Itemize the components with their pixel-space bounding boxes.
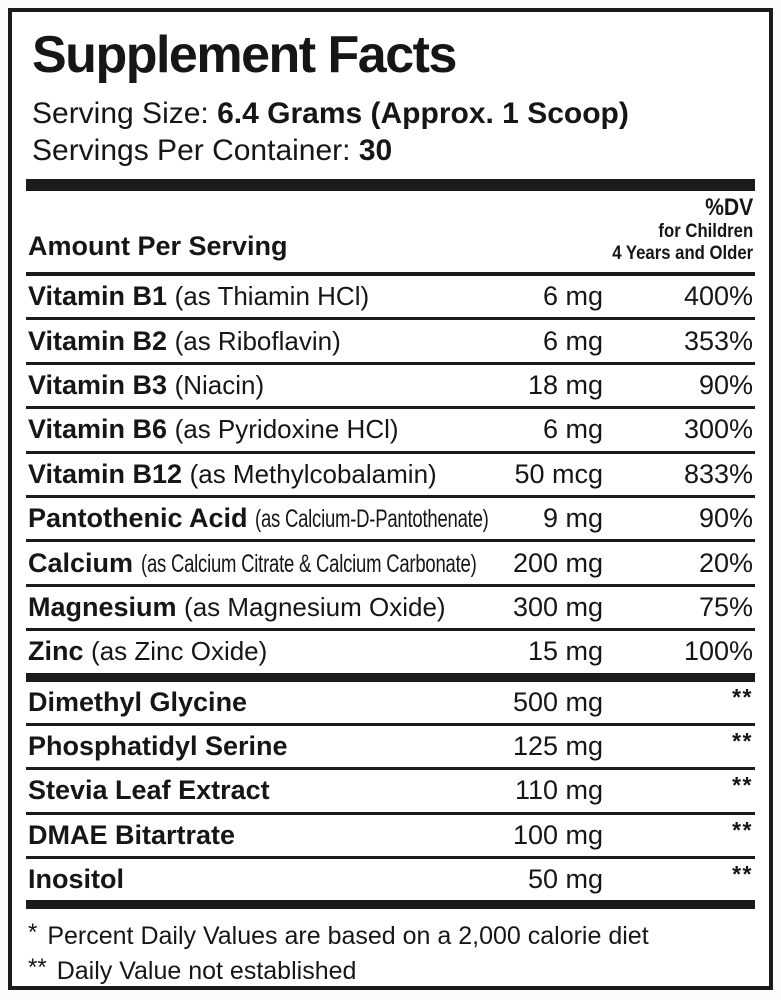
ingredient-amount: 200 mg bbox=[512, 547, 603, 578]
ingredient-amount: 9 mg bbox=[542, 503, 603, 534]
ingredient-name: Phosphatidyl Serine bbox=[28, 731, 288, 762]
divider-thick-bottom bbox=[26, 900, 755, 909]
ingredient-name: Zinc bbox=[28, 636, 84, 667]
table-row bbox=[26, 770, 755, 814]
ingredient-note: (as Zinc Oxide) bbox=[91, 636, 268, 667]
ingredient-name: Vitamin B2 bbox=[28, 325, 168, 356]
ingredient-amount: 6 mg bbox=[542, 281, 603, 312]
ingredient-amount: 300 mg bbox=[512, 591, 603, 622]
ingredient-note: (as Calcium Citrate & Calcium Carbonate) bbox=[140, 549, 477, 578]
ingredient-name: Stevia Leaf Extract bbox=[28, 775, 270, 806]
ingredient-amount: 100 mg bbox=[512, 819, 603, 850]
ingredient-amount: 125 mg bbox=[512, 731, 603, 762]
ingredient-note: (as Calcium-D-Pantothenate) bbox=[255, 505, 489, 534]
ingredient-dv: 90% bbox=[698, 503, 753, 534]
ingredient-amount: 6 mg bbox=[542, 325, 603, 356]
ingredient-amount: 110 mg bbox=[514, 775, 603, 806]
table-row bbox=[26, 498, 755, 542]
dv-header-line2: for Children bbox=[658, 221, 753, 243]
dv-header-line1: %DV bbox=[704, 193, 753, 221]
ingredient-note: (as Thiamin HCl) bbox=[174, 281, 370, 312]
ingredient-note: (as Methylcobalamin) bbox=[189, 458, 437, 489]
ingredient-name: Pantothenic Acid bbox=[28, 503, 248, 534]
table-row bbox=[26, 409, 755, 453]
dv-header-line3: 4 Years and Older bbox=[612, 242, 753, 264]
table-row bbox=[26, 682, 755, 726]
ingredient-table-group-blend bbox=[26, 682, 755, 901]
ingredient-name: Vitamin B12 bbox=[28, 458, 183, 489]
ingredient-dv: ** bbox=[732, 683, 753, 710]
ingredient-note: (as Riboflavin) bbox=[174, 325, 341, 356]
table-row bbox=[26, 631, 755, 672]
ingredient-dv: ** bbox=[732, 861, 753, 888]
ingredient-dv: 90% bbox=[698, 369, 753, 400]
footnote-not-established bbox=[28, 954, 753, 989]
amount-per-serving-header: Amount Per Serving bbox=[28, 231, 288, 261]
ingredient-name: Vitamin B3 bbox=[28, 369, 168, 400]
footnote-marker: ** bbox=[28, 954, 47, 982]
ingredient-dv: 75% bbox=[698, 591, 753, 622]
daily-value-header bbox=[612, 195, 753, 264]
ingredient-note: (Niacin) bbox=[174, 369, 265, 400]
table-row bbox=[26, 726, 755, 770]
serving-info bbox=[32, 95, 755, 169]
ingredient-dv: ** bbox=[732, 728, 753, 755]
ingredient-amount: 6 mg bbox=[542, 414, 603, 445]
ingredient-note: (as Magnesium Oxide) bbox=[184, 591, 446, 622]
footnote-dv-basis bbox=[28, 919, 753, 954]
ingredient-dv: 300% bbox=[683, 414, 753, 445]
ingredient-dv: 400% bbox=[683, 281, 753, 312]
serving-size-line bbox=[32, 95, 755, 132]
ingredient-amount: 15 mg bbox=[527, 636, 603, 667]
ingredient-name: Dimethyl Glycine bbox=[28, 686, 248, 717]
ingredient-amount: 50 mcg bbox=[514, 458, 603, 489]
ingredient-name: Magnesium bbox=[28, 591, 177, 622]
ingredient-dv: ** bbox=[732, 772, 753, 799]
ingredient-name: DMAE Bitartrate bbox=[28, 819, 236, 850]
footnotes bbox=[26, 909, 755, 989]
servings-value: 30 bbox=[358, 133, 393, 167]
ingredient-name: Vitamin B6 bbox=[28, 414, 168, 445]
table-row bbox=[26, 859, 755, 900]
table-row bbox=[26, 276, 755, 320]
servings-label: Servings Per Container: bbox=[32, 133, 359, 167]
ingredient-amount: 500 mg bbox=[512, 686, 603, 717]
servings-per-container-line bbox=[32, 132, 755, 169]
ingredient-table-group-vitamins bbox=[26, 276, 755, 673]
table-row bbox=[26, 320, 755, 364]
footnote-text: Daily Value not established bbox=[56, 957, 357, 986]
divider-thick-top bbox=[26, 179, 755, 191]
ingredient-dv: 100% bbox=[683, 636, 753, 667]
ingredient-name: Calcium bbox=[28, 547, 134, 578]
ingredient-name: Vitamin B1 bbox=[28, 281, 168, 312]
serving-size-label: Serving Size: bbox=[32, 96, 218, 130]
divider-thick-middle bbox=[26, 673, 755, 682]
table-row bbox=[26, 587, 755, 631]
ingredient-dv: 833% bbox=[683, 458, 753, 489]
serving-size-value: 6.4 Grams (Approx. 1 Scoop) bbox=[217, 96, 629, 130]
ingredient-dv: 353% bbox=[683, 325, 753, 356]
ingredient-dv: ** bbox=[732, 816, 753, 843]
table-row bbox=[26, 542, 755, 586]
ingredient-amount: 18 mg bbox=[527, 369, 603, 400]
ingredient-amount: 50 mg bbox=[527, 864, 603, 895]
ingredient-name: Inositol bbox=[28, 864, 124, 895]
supplement-facts-panel bbox=[8, 8, 773, 990]
ingredient-dv: 20% bbox=[698, 547, 753, 578]
footnote-text: Percent Daily Values are based on a 2,000 calorie diet bbox=[47, 922, 649, 951]
table-row bbox=[26, 815, 755, 859]
table-row bbox=[26, 365, 755, 409]
footnote-marker: * bbox=[28, 919, 38, 947]
ingredient-note: (as Pyridoxine HCl) bbox=[174, 414, 399, 445]
panel-title: Supplement Facts bbox=[32, 26, 456, 84]
table-header bbox=[26, 191, 755, 276]
table-row bbox=[26, 454, 755, 498]
